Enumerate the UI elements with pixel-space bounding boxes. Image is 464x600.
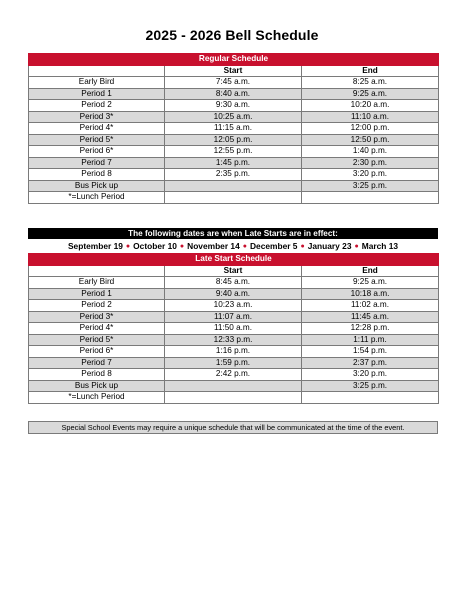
start-time: 2:35 p.m. (165, 169, 302, 181)
table-row (29, 300, 439, 312)
late-header-start: Start (165, 265, 302, 277)
row-label: Period 7 (29, 157, 165, 169)
end-time: 11:02 a.m. (302, 300, 439, 312)
row-label: Early Bird (29, 77, 165, 89)
table-row (29, 77, 439, 89)
end-time: 10:20 a.m. (302, 100, 439, 112)
table-row (29, 311, 439, 323)
table-row (29, 357, 439, 369)
table-row (29, 323, 439, 335)
row-label: Bus Pick up (29, 380, 165, 392)
start-time: 9:30 a.m. (165, 100, 302, 112)
late-start-date: November 14 (187, 241, 240, 251)
row-label: Period 5* (29, 134, 165, 146)
end-time: 3:25 p.m. (302, 180, 439, 192)
regular-header-start: Start (165, 65, 302, 77)
end-time: 11:45 a.m. (302, 311, 439, 323)
end-time: 3:20 p.m. (302, 369, 439, 381)
table-row (29, 180, 439, 192)
late-start-date: March 13 (361, 241, 399, 251)
start-time: 12:05 p.m. (165, 134, 302, 146)
row-label: Period 3* (29, 311, 165, 323)
start-time: 10:25 a.m. (165, 111, 302, 123)
start-time: 11:15 a.m. (165, 123, 302, 135)
end-time: 1:40 p.m. (302, 146, 439, 158)
table-row (29, 288, 439, 300)
table-row (29, 146, 439, 158)
end-time: 3:25 p.m. (302, 380, 439, 392)
row-label: Bus Pick up (29, 180, 165, 192)
start-time: 11:50 a.m. (165, 323, 302, 335)
start-time (165, 180, 302, 192)
late-start-date: December 5 (249, 241, 298, 251)
start-time: 10:23 a.m. (165, 300, 302, 312)
start-time: 11:07 a.m. (165, 311, 302, 323)
row-label: Period 4* (29, 123, 165, 135)
row-label: Early Bird (29, 277, 165, 289)
end-time: 11:10 a.m. (302, 111, 439, 123)
end-time: 2:30 p.m. (302, 157, 439, 169)
table-row (29, 334, 439, 346)
row-label: Period 5* (29, 334, 165, 346)
row-label: Period 7 (29, 357, 165, 369)
end-time: 12:50 p.m. (302, 134, 439, 146)
table-row (29, 100, 439, 112)
start-time: 12:55 p.m. (165, 146, 302, 158)
bullet-icon: ● (300, 243, 305, 250)
row-label: Period 8 (29, 369, 165, 381)
row-label: Period 2 (29, 300, 165, 312)
start-time: 1:45 p.m. (165, 157, 302, 169)
end-time: 1:54 p.m. (302, 346, 439, 358)
regular-header-label (29, 65, 165, 77)
table-row (29, 369, 439, 381)
table-row (29, 392, 439, 404)
start-time: 8:45 a.m. (165, 277, 302, 289)
table-row (29, 88, 439, 100)
row-label: Period 8 (29, 169, 165, 181)
special-events-note: Special School Events may require a unique schedule that will be communicated at the time of the event. (28, 421, 438, 434)
row-label: *=Lunch Period (29, 392, 165, 404)
end-time: 1:11 p.m. (302, 334, 439, 346)
late-start-date: January 23 (307, 241, 352, 251)
row-label: Period 6* (29, 146, 165, 158)
late-start-dates-block (28, 228, 438, 253)
start-time: 2:42 p.m. (165, 369, 302, 381)
start-time: 1:59 p.m. (165, 357, 302, 369)
late-start-schedule-table (28, 253, 439, 404)
end-time: 3:20 p.m. (302, 169, 439, 181)
late-start-date: October 10 (133, 241, 177, 251)
table-row (29, 134, 439, 146)
late-header-end: End (302, 265, 439, 277)
start-time: 1:16 p.m. (165, 346, 302, 358)
start-time: 7:45 a.m. (165, 77, 302, 89)
table-row (29, 346, 439, 358)
bullet-icon: ● (354, 243, 359, 250)
late-header-label (29, 265, 165, 277)
row-label: Period 1 (29, 88, 165, 100)
end-time (302, 392, 439, 404)
regular-schedule-banner: Regular Schedule (29, 54, 439, 66)
end-time: 10:18 a.m. (302, 288, 439, 300)
table-row (29, 277, 439, 289)
end-time: 12:00 p.m. (302, 123, 439, 135)
table-row (29, 111, 439, 123)
regular-schedule-table (28, 53, 439, 204)
bullet-icon: ● (179, 243, 185, 250)
end-time: 8:25 a.m. (302, 77, 439, 89)
table-row (29, 123, 439, 135)
late-start-intro: The following dates are when Late Starts are in effect: (28, 228, 438, 239)
late-start-date: September 19 (67, 241, 123, 251)
page-title: 2025 - 2026 Bell Schedule (145, 27, 319, 43)
row-label: *=Lunch Period (29, 192, 165, 204)
end-time: 2:37 p.m. (302, 357, 439, 369)
start-time (165, 392, 302, 404)
row-label: Period 4* (29, 323, 165, 335)
end-time: 9:25 a.m. (302, 88, 439, 100)
end-time: 9:25 a.m. (302, 277, 439, 289)
row-label: Period 3* (29, 111, 165, 123)
table-row (29, 192, 439, 204)
table-row (29, 380, 439, 392)
row-label: Period 1 (29, 288, 165, 300)
late-start-schedule-banner: Late Start Schedule (29, 254, 439, 266)
start-time: 12:33 p.m. (165, 334, 302, 346)
start-time (165, 380, 302, 392)
regular-header-end: End (302, 65, 439, 77)
table-row (29, 169, 439, 181)
table-row (29, 157, 439, 169)
bullet-icon: ● (125, 243, 131, 250)
late-start-dates (28, 239, 438, 253)
row-label: Period 2 (29, 100, 165, 112)
row-label: Period 6* (29, 346, 165, 358)
start-time: 9:40 a.m. (165, 288, 302, 300)
start-time: 8:40 a.m. (165, 88, 302, 100)
bullet-icon: ● (242, 243, 247, 250)
start-time (165, 192, 302, 204)
end-time (302, 192, 439, 204)
end-time: 12:28 p.m. (302, 323, 439, 335)
